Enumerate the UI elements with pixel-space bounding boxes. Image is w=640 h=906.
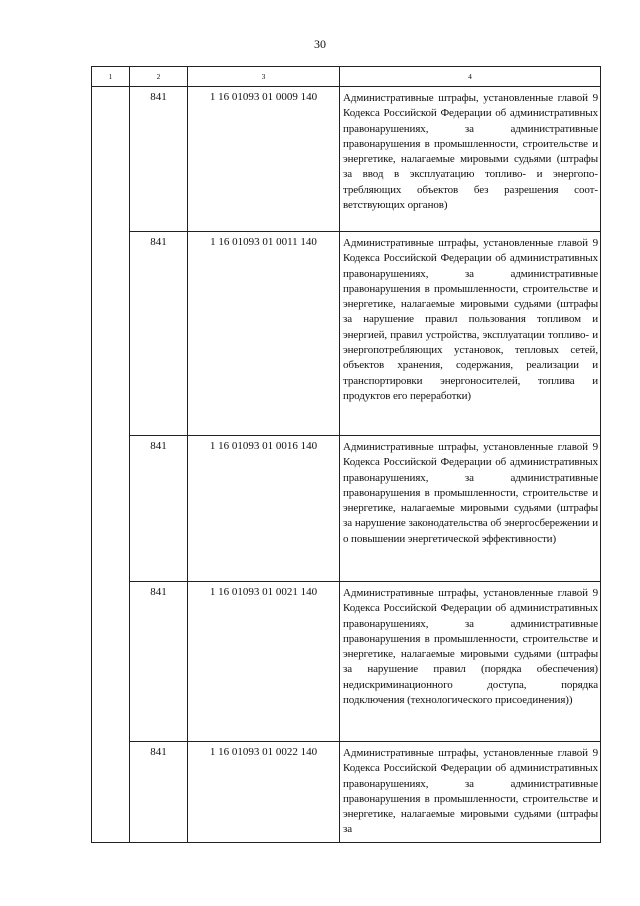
kbk-code-cell: 1 16 01093 01 0016 140 [188,436,340,582]
table-row [92,232,601,436]
kbk-code-cell: 1 16 01093 01 0021 140 [188,582,340,742]
admin-code-cell: 841 [130,582,188,742]
admin-code-cell: 841 [130,436,188,582]
kbk-code-cell: 1 16 01093 01 0009 140 [188,87,340,232]
description-cell: Административные штрафы, установленные главой 9 Кодекса Российской Федерации об административных правонарушениях, за административные правонарушения в промышленности, строительстве и энергетике, налагаемые мировыми судьями (штрафы за нарушение правил пользования топливом и энергией, правил устройства, эксплуатации топливо- и энергопотребляющих установок, тепловых сетей, объектов хранения, содержания, реализации и транспортировки энергоносителей, топлива и продуктов его переработки) [340,232,601,436]
admin-code-cell: 841 [130,742,188,843]
table-row [92,582,601,742]
table-row [92,436,601,582]
admin-code-cell: 841 [130,232,188,436]
description-cell: Административные штрафы, установленные главой 9 Кодекса Российской Федерации об административных правонарушениях, за административные правонарушения в промышленности, строительстве и энергетике, налагаемые мировыми судьями (штрафы за [340,742,601,843]
description-cell: Административные штрафы, установленные главой 9 Кодекса Российской Федерации об административных правонарушениях, за административные правонарушения в промышленности, строительстве и энергетике, налагаемые мировыми судьями (штрафы за нарушение законодательства об энергосбережении и о повышении энергетической эффективности) [340,436,601,582]
table-header-row [92,67,601,87]
budget-codes-table [91,66,601,843]
description-cell: Административные штрафы, установленные главой 9 Кодекса Российской Федерации об административных правонарушениях, за административные правонарушения в промышленности, строительстве и энергетике, налагаемые мировыми судьями (штрафы за ввод в эксплуатацию топливо- и энергопотребляющих объектов без разрешения соответствующих органов) [340,87,601,232]
description-cell: Административные штрафы, установленные главой 9 Кодекса Российской Федерации об административных правонарушениях, за административные правонарушения в промышленности, строительстве и энергетике, налагаемые мировыми судьями (штрафы за нарушение правил (порядка обеспечения) недискриминационного доступа, порядка подключения (технологического присоединения)) [340,582,601,742]
column-header-3: 3 [188,67,340,87]
empty-column-1-cell [92,87,130,843]
column-header-1: 1 [92,67,130,87]
kbk-code-cell: 1 16 01093 01 0022 140 [188,742,340,843]
table-row [92,742,601,843]
table-row [92,87,601,232]
admin-code-cell: 841 [130,87,188,232]
column-header-2: 2 [130,67,188,87]
kbk-code-cell: 1 16 01093 01 0011 140 [188,232,340,436]
column-header-4: 4 [340,67,601,87]
page-number: 30 [314,37,326,51]
